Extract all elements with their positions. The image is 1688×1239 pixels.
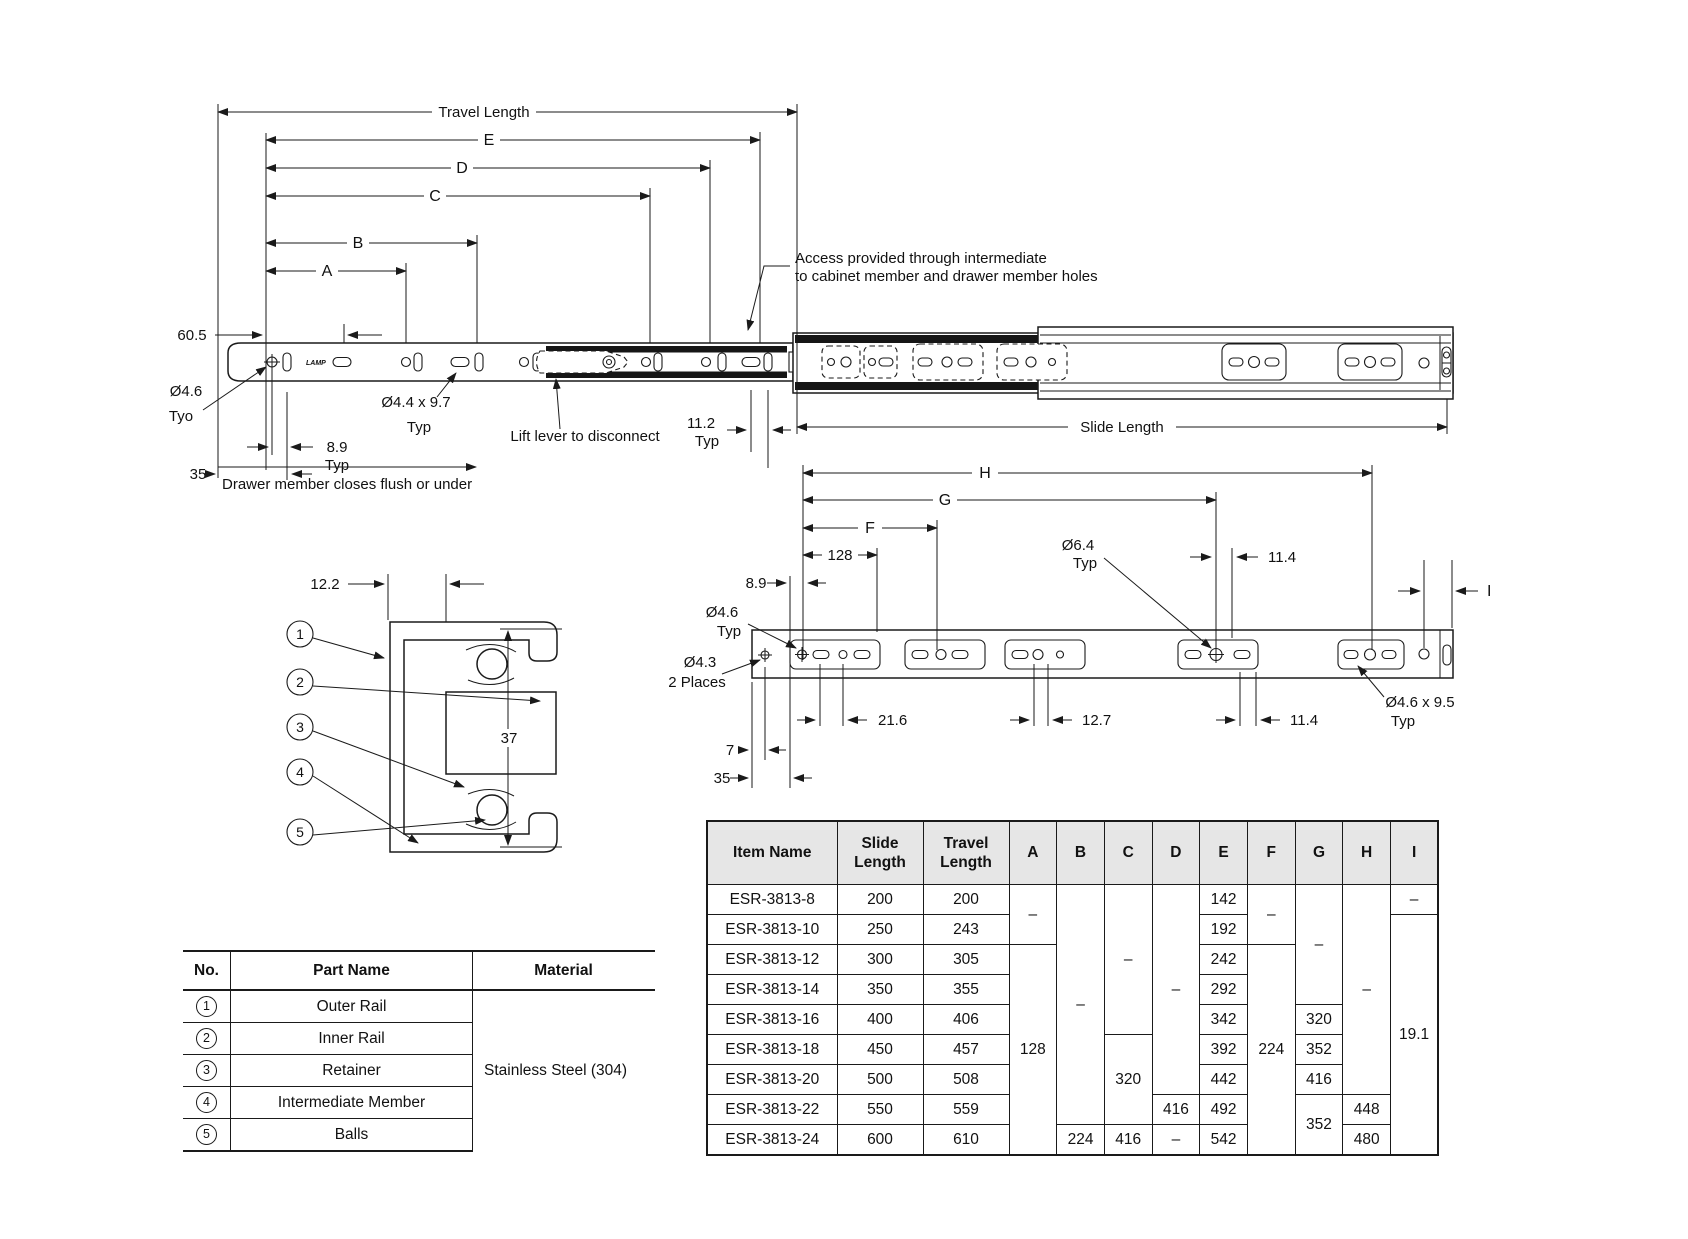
header-g: G xyxy=(1295,821,1343,885)
dia-6-4-label: Ø6.4 xyxy=(1061,537,1095,554)
cell-slide: 600 xyxy=(837,1125,923,1156)
header-f: F xyxy=(1247,821,1295,885)
cell-travel: 508 xyxy=(923,1065,1009,1095)
disconnect-lever xyxy=(537,351,629,373)
cell-h: 448 xyxy=(1343,1095,1391,1125)
cell-travel: 243 xyxy=(923,915,1009,945)
cabinet-member-drawing xyxy=(668,465,1491,788)
part-name: Intermediate Member xyxy=(231,1087,473,1119)
header-i: I xyxy=(1391,821,1439,885)
dim-slide-length-label: Slide Length xyxy=(1080,419,1164,436)
cross-section-drawing xyxy=(287,574,562,852)
cell-a: 128 xyxy=(1009,945,1057,1156)
part-material: Stainless Steel (304) xyxy=(484,1062,628,1079)
cell-slide: 500 xyxy=(837,1065,923,1095)
cell-e: 142 xyxy=(1200,885,1248,915)
cell-e: 342 xyxy=(1200,1005,1248,1035)
part-number xyxy=(183,1087,231,1119)
header-travel-length: Travel Length xyxy=(923,821,1009,885)
part-number xyxy=(183,1055,231,1087)
header-slide-length: Slide Length xyxy=(837,821,923,885)
dim-b-label: B xyxy=(352,235,364,252)
dim-8-9-label: 8.9 xyxy=(326,439,348,456)
cell-travel: 610 xyxy=(923,1125,1009,1156)
cell-item: ESR-3813-10 xyxy=(707,915,837,945)
dia-4-6-suffix: Tyo xyxy=(168,408,194,425)
lamp-logo: LAMP xyxy=(306,360,326,367)
dim-travel-length-label: Travel Length xyxy=(438,104,530,121)
cell-item: ESR-3813-16 xyxy=(707,1005,837,1035)
dim-7-label: 7 xyxy=(725,742,735,759)
part-name: Retainer xyxy=(231,1055,473,1087)
cell-e: 542 xyxy=(1200,1125,1248,1156)
dim-8-9-mid-label: 8.9 xyxy=(745,575,767,592)
cell-e: 442 xyxy=(1200,1065,1248,1095)
dim-21-6-label: 21.6 xyxy=(878,712,908,729)
cell-item: ESR-3813-22 xyxy=(707,1095,837,1125)
top-slide-drawing xyxy=(169,103,1453,493)
middle-extension-lines xyxy=(752,465,1455,788)
cell-h: 480 xyxy=(1343,1125,1391,1156)
cell-g: 352 xyxy=(1295,1095,1343,1156)
dim-11-4-top-label: 11.4 xyxy=(1268,549,1297,566)
cell-g: 352 xyxy=(1295,1035,1343,1065)
dim-h-label: H xyxy=(979,465,991,482)
callout-2-number: 2 xyxy=(296,674,304,690)
cell-item: ESR-3813-8 xyxy=(707,885,837,915)
cell-f: – xyxy=(1247,885,1295,945)
cell-slide: 200 xyxy=(837,885,923,915)
cell-i: 19.1 xyxy=(1391,915,1439,1156)
dim-d-label: D xyxy=(456,160,468,177)
dia-4-6x9-5-typ: Typ xyxy=(1390,713,1416,730)
parts-row-outer-rail xyxy=(183,990,655,1023)
cell-c: – xyxy=(1104,885,1152,1035)
dim-37-label: 37 xyxy=(500,730,518,747)
dia-4-6-mid-typ: Typ xyxy=(716,623,742,640)
dim-11-2-typ: Typ xyxy=(694,433,720,450)
dia-4-4-label: Ø4.4 x 9.7 xyxy=(381,394,451,411)
circled-number: 2 xyxy=(196,1028,217,1049)
cell-e: 242 xyxy=(1200,945,1248,975)
middle-dimensions xyxy=(668,465,1491,787)
cell-e: 492 xyxy=(1200,1095,1248,1125)
cell-b: 224 xyxy=(1057,1125,1105,1156)
top-dimensions xyxy=(169,103,1447,493)
top-extension-lines xyxy=(218,104,1447,480)
cell-slide: 450 xyxy=(837,1035,923,1065)
cell-e: 192 xyxy=(1200,915,1248,945)
cell-item: ESR-3813-24 xyxy=(707,1125,837,1156)
cell-travel: 200 xyxy=(923,885,1009,915)
circled-number: 3 xyxy=(196,1060,217,1081)
dim-e-label: E xyxy=(483,132,495,149)
cell-travel: 457 xyxy=(923,1035,1009,1065)
callout-5-number: 5 xyxy=(296,824,304,840)
parts-header-name: Part Name xyxy=(231,951,473,990)
callout-1 xyxy=(287,621,384,658)
dim-60-5-label: 60.5 xyxy=(177,327,207,344)
access-note-line1: Access provided through intermediate xyxy=(795,250,1047,267)
header-b: B xyxy=(1057,821,1105,885)
callout-1-number: 1 xyxy=(296,626,304,642)
header-e: E xyxy=(1200,821,1248,885)
cell-g: – xyxy=(1295,885,1343,1005)
circled-number: 1 xyxy=(196,996,217,1017)
cell-e: 292 xyxy=(1200,975,1248,1005)
cell-travel: 559 xyxy=(923,1095,1009,1125)
dia-4-6x9-5-label: Ø4.6 x 9.5 xyxy=(1385,694,1455,711)
cell-d: – xyxy=(1152,1125,1200,1156)
cell-g: 320 xyxy=(1295,1005,1343,1035)
part-number xyxy=(183,1023,231,1055)
cell-travel: 355 xyxy=(923,975,1009,1005)
dia-4-3-places: 2 Places xyxy=(668,674,726,691)
dim-f-label: F xyxy=(865,520,875,537)
dia-4-4-typ: Typ xyxy=(406,419,432,436)
dim-35-label: 35 xyxy=(189,466,207,483)
dim-12-7-label: 12.7 xyxy=(1082,712,1112,729)
cell-slide: 250 xyxy=(837,915,923,945)
cell-slide: 350 xyxy=(837,975,923,1005)
dim-11-2-label: 11.2 xyxy=(686,415,716,432)
dia-4-6-label: Ø4.6 xyxy=(169,383,203,400)
circled-number: 4 xyxy=(196,1092,217,1113)
cell-d: 416 xyxy=(1152,1095,1200,1125)
intermediate-access-holes xyxy=(822,344,1067,380)
dim-12-2-label: 12.2 xyxy=(310,576,340,593)
cell-h: – xyxy=(1343,885,1391,1095)
parts-material-table xyxy=(183,950,655,1152)
part-number xyxy=(183,1119,231,1152)
cell-slide: 550 xyxy=(837,1095,923,1125)
cell-c: 416 xyxy=(1104,1125,1152,1156)
cell-e: 392 xyxy=(1200,1035,1248,1065)
parts-header-row xyxy=(183,951,655,990)
access-note-line2: to cabinet member and drawer member holes xyxy=(795,268,1098,285)
cell-d: – xyxy=(1152,885,1200,1095)
circled-number: 5 xyxy=(196,1124,217,1145)
cell-c: 320 xyxy=(1104,1035,1152,1125)
dim-a-label: A xyxy=(321,263,333,280)
cell-i: – xyxy=(1391,885,1439,915)
part-name: Balls xyxy=(231,1119,473,1152)
parts-header-material: Material xyxy=(473,951,656,990)
cell-item: ESR-3813-18 xyxy=(707,1035,837,1065)
cell-item: ESR-3813-14 xyxy=(707,975,837,1005)
callout-4-number: 4 xyxy=(296,764,304,780)
cell-a: – xyxy=(1009,885,1057,945)
dia-4-3-label: Ø4.3 xyxy=(683,654,717,671)
header-d: D xyxy=(1152,821,1200,885)
cell-travel: 305 xyxy=(923,945,1009,975)
cell-item: ESR-3813-20 xyxy=(707,1065,837,1095)
dim-11-4-bot-label: 11.4 xyxy=(1290,712,1319,729)
dim-header-row xyxy=(707,821,1438,885)
dia-6-4-typ: Typ xyxy=(1072,555,1098,572)
dim-128-label: 128 xyxy=(827,547,853,564)
part-name: Inner Rail xyxy=(231,1023,473,1055)
dim-8-9-typ: Typ xyxy=(324,457,350,474)
header-c: C xyxy=(1104,821,1152,885)
cell-travel: 406 xyxy=(923,1005,1009,1035)
cell-slide: 300 xyxy=(837,945,923,975)
cell-g: 416 xyxy=(1295,1065,1343,1095)
dim-g-label: G xyxy=(938,492,952,509)
ball-top xyxy=(477,649,507,679)
dim-row-esr-3813-8 xyxy=(707,885,1438,915)
parts-header-no: No. xyxy=(183,951,231,990)
part-name: Outer Rail xyxy=(231,990,473,1023)
dimension-table xyxy=(706,820,1439,1156)
dim-35-mid-label: 35 xyxy=(713,770,731,787)
dim-c-label: C xyxy=(429,188,441,205)
callout-3-number: 3 xyxy=(296,719,304,735)
header-item-name: Item Name xyxy=(707,821,837,885)
header-h: H xyxy=(1343,821,1391,885)
drawer-note: Drawer member closes flush or under xyxy=(222,476,473,493)
header-a: A xyxy=(1009,821,1057,885)
cell-b: – xyxy=(1057,885,1105,1125)
cell-slide: 400 xyxy=(837,1005,923,1035)
cell-f: 224 xyxy=(1247,945,1295,1156)
dia-4-6-mid-label: Ø4.6 xyxy=(705,604,739,621)
lift-lever-note: Lift lever to disconnect xyxy=(510,428,660,445)
part-number xyxy=(183,990,231,1023)
cell-item: ESR-3813-12 xyxy=(707,945,837,975)
dim-i-label: I xyxy=(1487,583,1492,600)
